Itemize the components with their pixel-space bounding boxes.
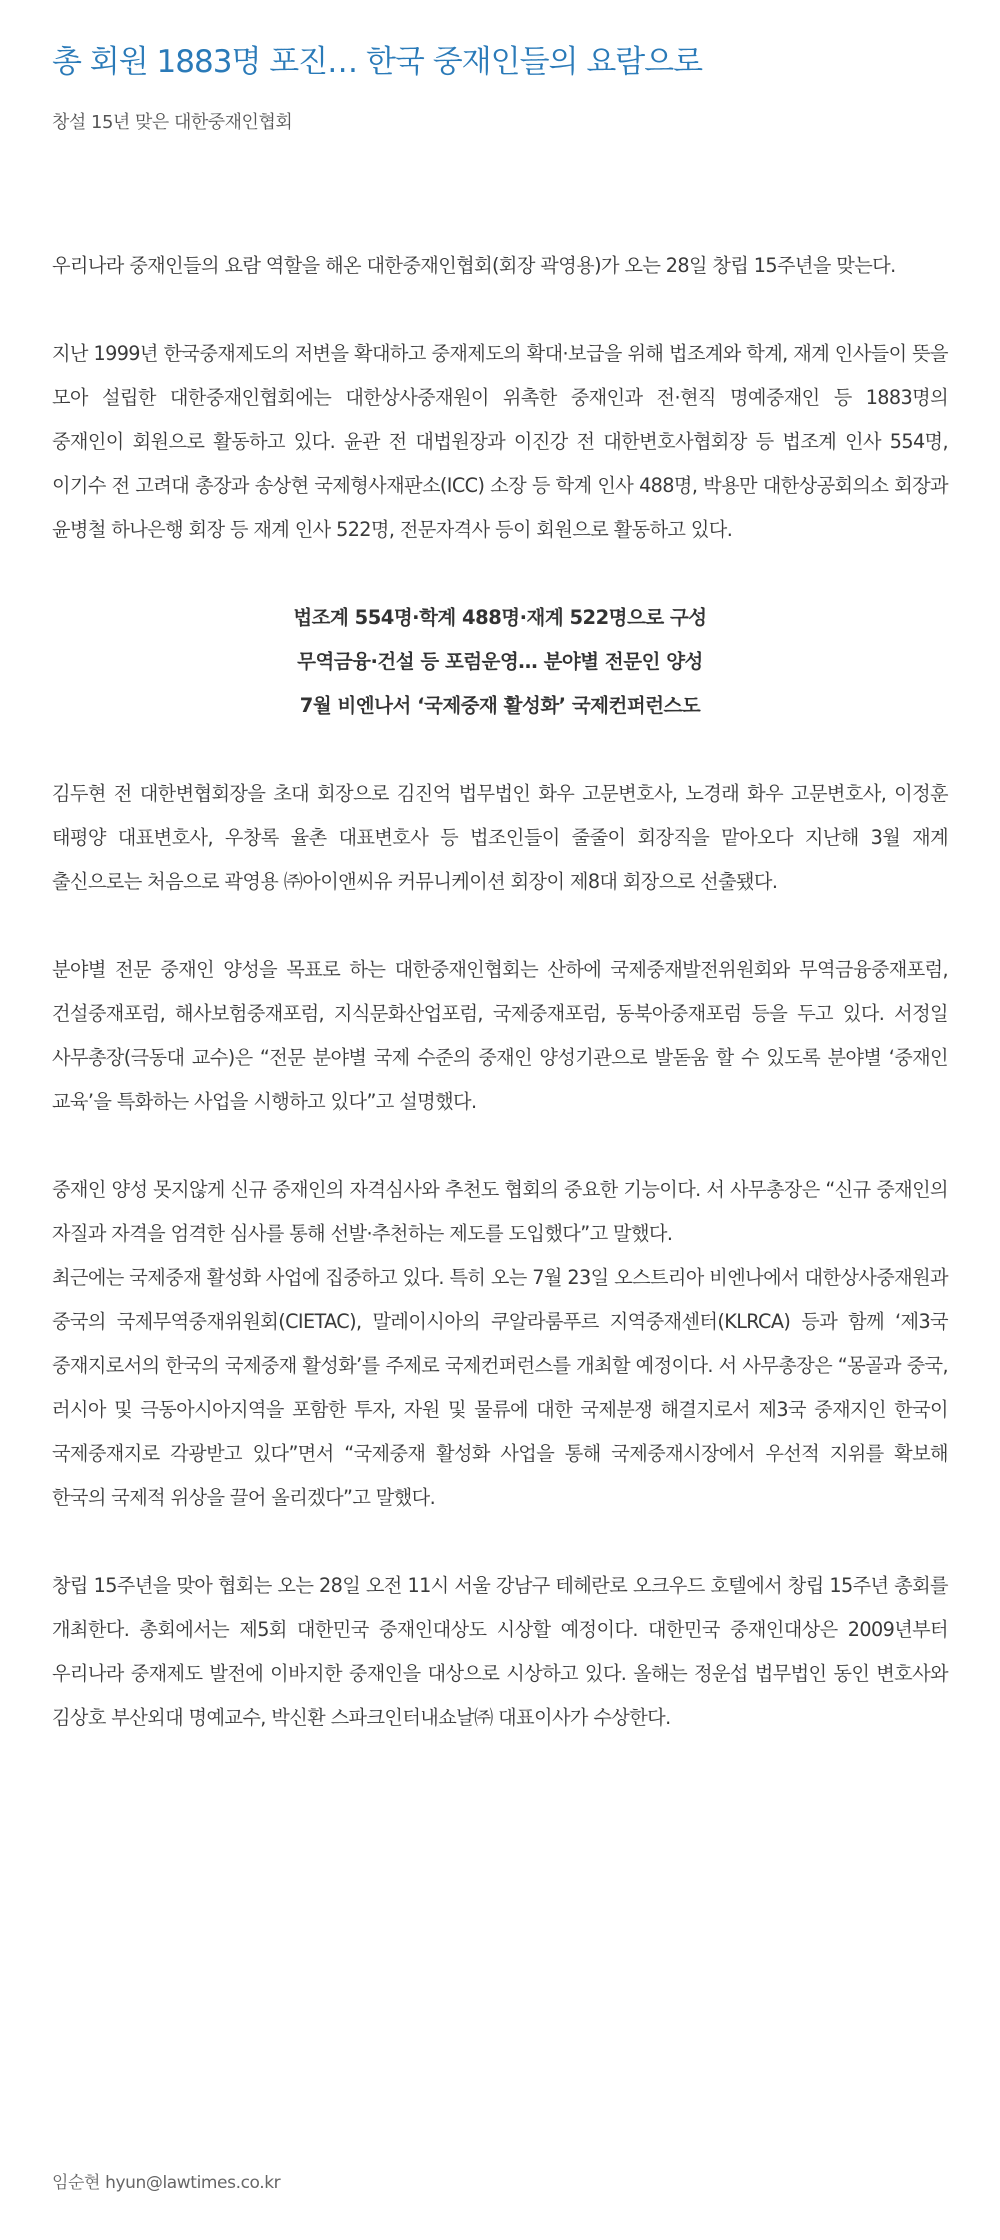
article-body bbox=[52, 244, 948, 1784]
paragraph-presidents: 김두현 전 대한변협회장을 초대 회장으로 김진억 법무법인 화우 고문변호사, 노경래 화우 고문변호사, 이정훈 태평양 대표변호사, 우창록 율촌 대표변호사 등 법조인들이 줄줄이 회장직을 맡아오다 지난해 3월 재계 출신으로는 처음으로 곽영용 ㈜아이앤씨유 커뮤니케이션 회장이 제8대 회장으로 선출됐다. bbox=[52, 782, 948, 893]
byline: 임순현 hyun@lawtimes.co.kr bbox=[52, 2173, 281, 2193]
paragraph-screening: 중재인 양성 못지않게 신규 중재인의 자격심사와 추천도 협회의 중요한 기능이다. 서 사무총장은 “신규 중재인의 자질과 자격을 엄격한 심사를 통해 선발·추천하는 제도를 도입했다”고 말했다. bbox=[52, 1178, 948, 1245]
article-title: 총 회원 1883명 포진… 한국 중재인들의 요람으로 bbox=[52, 44, 703, 80]
paragraph-anniversary: 창립 15주년을 맞아 협회는 오는 28일 오전 11시 서울 강남구 테헤란로 오크우드 호텔에서 창립 15주년 총회를 개최한다. 총회에서는 제5회 대한민국 중재인대상도 시상할 예정이다. 대한민국 중재인대상은 2009년부터 우리나라 중재제도 발전에 이바지한 중재인을 대상으로 시상하고 있다. 올해는 정운섭 법무법인 동인 변호사와 김상호 부산외대 명예교수, 박신환 스파크인터내쇼날㈜ 대표이사가 수상한다. bbox=[52, 1574, 948, 1729]
paragraph-membership: 지난 1999년 한국중재제도의 저변을 확대하고 중재제도의 확대·보급을 위해 법조계와 학계, 재계 인사들이 뜻을 모아 설립한 대한중재인협회에는 대한상사중재원이 위촉한 중재인과 전·현직 명예중재인 등 1883명의 중재인이 회원으로 활동하고 있다. 윤관 전 대법원장과 이진강 전 대한변호사협회장 등 법조계 인사 554명, 이기수 전 고려대 총장과 송상현 국제형사재판소(ICC) 소장 등 학계 인사 488명, 박용만 대한상공회의소 회장과 윤병철 하나은행 회장 등 재계 인사 522명, 전문자격사 등이 회원으로 활동하고 있다. bbox=[52, 342, 948, 541]
paragraph-forums: 분야별 전문 중재인 양성을 목표로 하는 대한중재인협회는 산하에 국제중재발전위원회와 무역금융중재포럼, 건설중재포럼, 해사보험중재포럼, 지식문화산업포럼, 국제중재포럼, 동북아중재포럼 등을 두고 있다. 서정일 사무총장(극동대 교수)은 “전문 분야별 국제 수준의 중재인 양성기관으로 발돋움 할 수 있도록 분야별 ‘중재인 교육’을 특화하는 사업을 시행하고 있다”고 설명했다. bbox=[52, 958, 948, 1113]
article-subtitle: 창설 15년 맞은 대한중재인협회 bbox=[52, 112, 293, 133]
subheading-composition: 법조계 554명·학계 488명·재계 522명으로 구성 bbox=[293, 606, 707, 629]
subheading-conference: 7월 비엔나서 ‘국제중재 활성화’ 국제컨퍼런스도 bbox=[299, 694, 701, 717]
section-subheadings bbox=[52, 596, 948, 728]
paragraph-international: 최근에는 국제중재 활성화 사업에 집중하고 있다. 특히 오는 7월 23일 오스트리아 비엔나에서 대한상사중재원과 중국의 국제무역중재위원회(CIETAC), 말레이시아의 쿠알라룸푸르 지역중재센터(KLRCA) 등과 함께 ‘제3국 중재지로서의 한국의 국제중재 활성화’를 주제로 국제컨퍼런스를 개최할 예정이다. 서 사무총장은 “몽골과 중국, 러시아 및 극동아시아지역을 포함한 투자, 자원 및 물류에 대한 국제분쟁 해결지로서 제3국 중재지인 한국이 국제중재지로 각광받고 있다”면서 “국제중재 활성화 사업을 통해 국제중재시장에서 우선적 지위를 확보해 한국의 국제적 위상을 끌어 올리겠다”고 말했다. bbox=[52, 1266, 948, 1509]
paragraph-intro: 우리나라 중재인들의 요람 역할을 해온 대한중재인협회(회장 곽영용)가 오는 28일 창립 15주년을 맞는다. bbox=[52, 254, 896, 277]
subheading-forums: 무역금융·건설 등 포럼운영… 분야별 전문인 양성 bbox=[297, 650, 703, 673]
